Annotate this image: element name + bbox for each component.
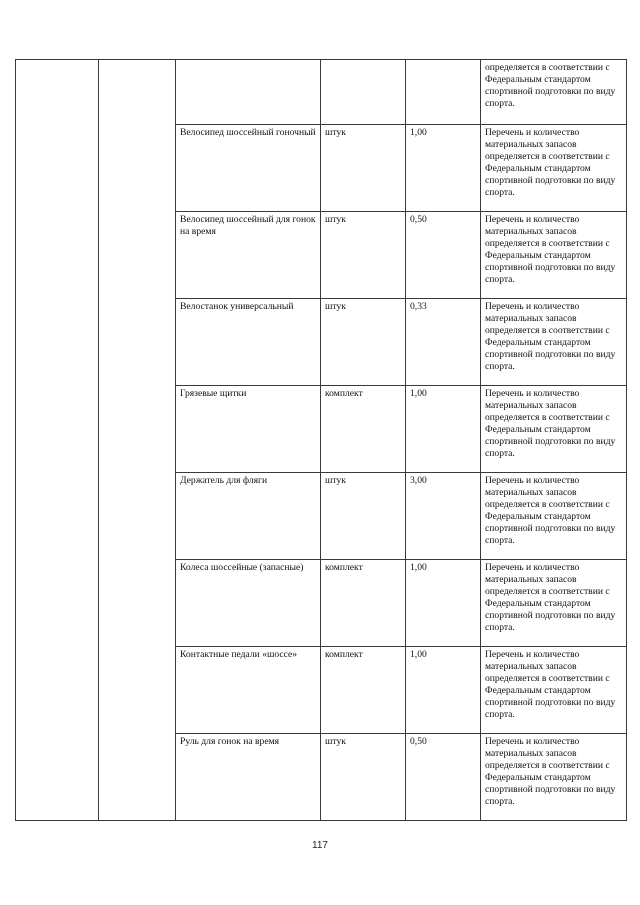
table-cell-unit: комплект [321, 560, 406, 647]
table-cell-name: Руль для гонок на время [176, 734, 321, 821]
table-cell-name: Грязевые щитки [176, 386, 321, 473]
equipment-table [15, 59, 627, 821]
table-cell-note: Перечень и количество материальных запасов определяется в соответствии с Федеральным стандартом спортивной подготовки по виду спорта. [481, 560, 627, 647]
table-cell-unit: штук [321, 734, 406, 821]
table-cell-merged [16, 60, 99, 821]
table-cell-note: Перечень и количество материальных запасов определяется в соответствии с Федеральным стандартом спортивной подготовки по виду спорта. [481, 212, 627, 299]
table-cell-quantity: 3,00 [406, 473, 481, 560]
table-cell-name: Велосипед шоссейный гоночный [176, 125, 321, 212]
equipment-table-body [16, 60, 627, 821]
table-cell-name: Держатель для фляги [176, 473, 321, 560]
table-cell-unit: штук [321, 212, 406, 299]
table-cell-quantity: 1,00 [406, 125, 481, 212]
table-cell-quantity: 0,50 [406, 212, 481, 299]
table-cell-merged [99, 60, 176, 821]
table-cell-quantity: 1,00 [406, 386, 481, 473]
table-cell-quantity: 1,00 [406, 647, 481, 734]
table-cell-unit: комплект [321, 386, 406, 473]
table-cell-note: Перечень и количество материальных запасов определяется в соответствии с Федеральным стандартом спортивной подготовки по виду спорта. [481, 473, 627, 560]
table-cell-name: Велостанок универсальный [176, 299, 321, 386]
table-cell-quantity: 0,50 [406, 734, 481, 821]
table-cell-quantity: 1,00 [406, 560, 481, 647]
table-cell-note: Перечень и количество материальных запасов определяется в соответствии с Федеральным стандартом спортивной подготовки по виду спорта. [481, 386, 627, 473]
table-cell-note: Перечень и количество материальных запасов определяется в соответствии с Федеральным стандартом спортивной подготовки по виду спорта. [481, 734, 627, 821]
table-cell-quantity [406, 60, 481, 125]
table-cell-name: Велосипед шоссейный для гонок на время [176, 212, 321, 299]
table-cell-note: Перечень и количество материальных запасов определяется в соответствии с Федеральным стандартом спортивной подготовки по виду спорта. [481, 299, 627, 386]
table-cell-unit [321, 60, 406, 125]
table-cell-name: Контактные педали «шоссе» [176, 647, 321, 734]
table-cell-name [176, 60, 321, 125]
table-cell-unit: штук [321, 125, 406, 212]
table-cell-unit: комплект [321, 647, 406, 734]
table-cell-name: Колеса шоссейные (запасные) [176, 560, 321, 647]
table-cell-note: определяется в соответствии с Федеральным стандартом спортивной подготовки по виду спорта. [481, 60, 627, 125]
table-cell-note: Перечень и количество материальных запасов определяется в соответствии с Федеральным стандартом спортивной подготовки по виду спорта. [481, 647, 627, 734]
table-row [16, 60, 627, 125]
table-cell-unit: штук [321, 299, 406, 386]
page-number: 117 [312, 840, 328, 851]
table-cell-unit: штук [321, 473, 406, 560]
table-cell-quantity: 0,33 [406, 299, 481, 386]
table-cell-note: Перечень и количество материальных запасов определяется в соответствии с Федеральным стандартом спортивной подготовки по виду спорта. [481, 125, 627, 212]
